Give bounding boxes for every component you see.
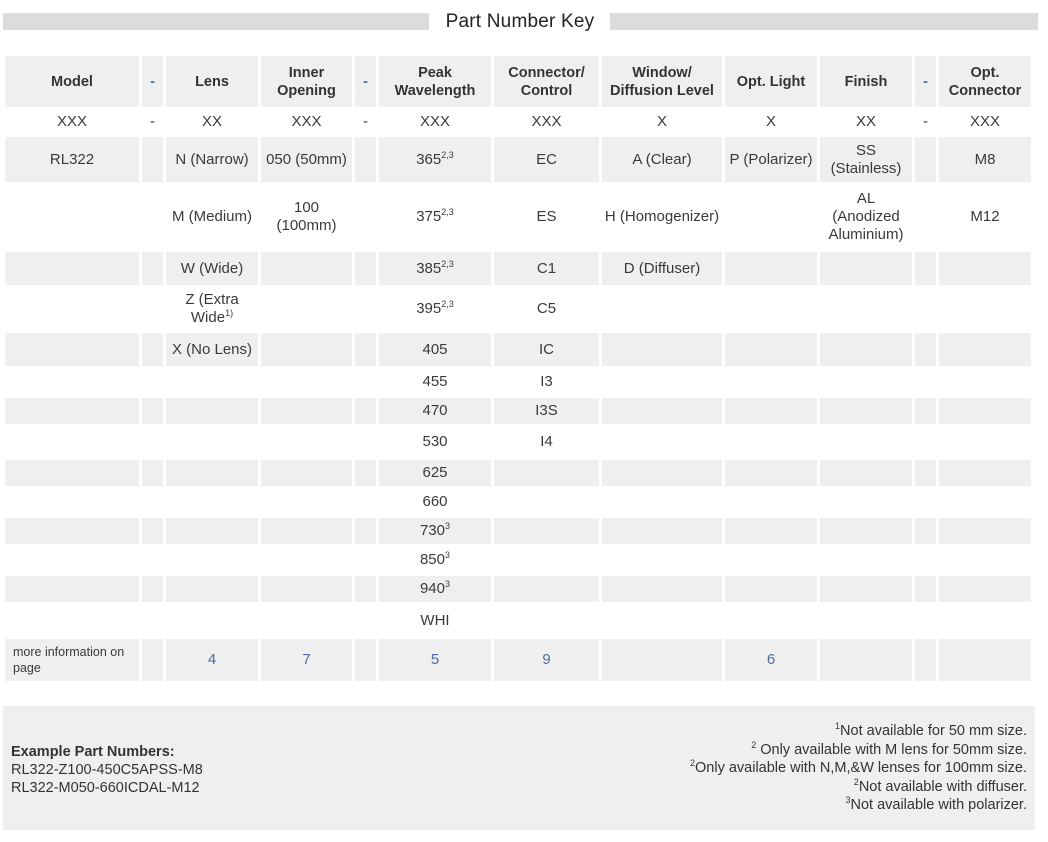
table-row <box>5 427 1031 457</box>
peak-cell: 660 <box>379 489 491 515</box>
connector-cell: C1 <box>494 252 599 285</box>
example-title: Example Part Numbers: <box>11 744 175 760</box>
code-cell: XXX <box>5 110 139 134</box>
code-cell: X <box>602 110 722 134</box>
table-row <box>5 288 1031 330</box>
finish-cell: SS (Stainless) <box>820 137 912 182</box>
inner-opening-page-link[interactable]: 7 <box>261 639 352 681</box>
header-finish: Finish <box>820 56 912 107</box>
peak-cell: 405 <box>379 333 491 366</box>
header-connector-control: Connector/ Control <box>494 56 599 107</box>
peak-cell: WHI <box>379 605 491 636</box>
table-row <box>5 605 1031 636</box>
peak-cell: $730^3$ <box>379 518 491 544</box>
table-row <box>5 518 1031 544</box>
page-title: Part Number Key <box>445 11 595 32</box>
example-part-number: RL322-M050-660ICDAL-M12 <box>11 780 200 796</box>
code-cell: XXX <box>261 110 352 134</box>
table-row <box>5 137 1031 182</box>
code-cell: XXX <box>379 110 491 134</box>
table-row <box>5 460 1031 486</box>
table-row <box>5 369 1031 395</box>
code-dash: - <box>915 110 936 134</box>
header-opt-light: Opt. Light <box>725 56 817 107</box>
finish-cell: AL (Anodized Aluminium) <box>820 185 912 249</box>
connector-cell: ES <box>494 185 599 249</box>
header-peak-wavelength: Peak Wavelength <box>379 56 491 107</box>
footnotes <box>690 722 1027 815</box>
table-row <box>5 576 1031 602</box>
title-section <box>0 8 1048 36</box>
header-window-diffusion: Window/ Diffusion Level <box>602 56 722 107</box>
code-cell: XX <box>166 110 258 134</box>
code-cell: X <box>725 110 817 134</box>
opt-light-cell: P (Polarizer) <box>725 137 817 182</box>
header-dash: - <box>355 56 376 107</box>
more-info-label: more information on page <box>5 639 139 681</box>
window-cell: D (Diffuser) <box>602 252 722 285</box>
more-info-row <box>5 639 1031 681</box>
code-dash: - <box>355 110 376 134</box>
lens-page-link[interactable]: 4 <box>166 639 258 681</box>
footnote: $^1$Not available for 50 mm size. <box>835 721 1027 739</box>
connector-cell: I4 <box>494 427 599 457</box>
table-row <box>5 185 1031 249</box>
table-row <box>5 252 1031 285</box>
lens-cell: Z (Extra Wide$^{1)}$ <box>166 288 258 330</box>
connector-cell: EC <box>494 137 599 182</box>
header-row <box>5 56 1031 107</box>
example-part-number: RL322-Z100-450C5APSS-M8 <box>11 762 203 778</box>
peak-cell: 455 <box>379 369 491 395</box>
peak-cell: 375$^{2,3}$ <box>379 185 491 249</box>
connector-cell: IC <box>494 333 599 366</box>
peak-cell: 385$^{2,3}$ <box>379 252 491 285</box>
table-row <box>5 489 1031 515</box>
peak-cell: 625 <box>379 460 491 486</box>
code-cell: XXX <box>939 110 1031 134</box>
table-row <box>5 547 1031 573</box>
footnote: $^2$Not available with diffuser. <box>853 776 1027 795</box>
footer-panel <box>3 706 1035 830</box>
table-row <box>5 333 1031 366</box>
header-dash: - <box>142 56 163 107</box>
peak-cell: 365$^{2,3}$ <box>379 137 491 182</box>
model-cell: RL322 <box>5 137 139 182</box>
peak-cell: 395$^{2,3}$ <box>379 288 491 330</box>
connector-cell: I3 <box>494 369 599 395</box>
code-cell: XX <box>820 110 912 134</box>
window-cell: A (Clear) <box>602 137 722 182</box>
peak-cell: 530 <box>379 427 491 457</box>
connector-page-link[interactable]: 9 <box>494 639 599 681</box>
connector-cell: C5 <box>494 288 599 330</box>
footnote: $^3$Not available with polarizer. <box>845 795 1027 814</box>
part-number-table <box>2 53 1034 684</box>
inner-opening-cell: 050 (50mm) <box>261 137 352 182</box>
code-row <box>5 110 1031 134</box>
peak-wavelength-page-link[interactable]: 5 <box>379 639 491 681</box>
title-rule-left <box>3 13 429 30</box>
code-cell: XXX <box>494 110 599 134</box>
header-lens: Lens <box>166 56 258 107</box>
opt-connector-cell: M12 <box>939 185 1031 249</box>
code-dash: - <box>142 110 163 134</box>
peak-cell: $850^3$ <box>379 547 491 573</box>
connector-cell: I3S <box>494 398 599 424</box>
inner-opening-cell: 100 (100mm) <box>261 185 352 249</box>
title-rule-right <box>610 13 1038 30</box>
footnote: $^2$Only available with N,M,&W lenses for 100mm size. <box>689 758 1027 777</box>
opt-light-page-link[interactable]: 6 <box>725 639 817 681</box>
peak-cell: $940^3$ <box>379 576 491 602</box>
header-opt-connector: Opt. Connector <box>939 56 1031 107</box>
footnote: $^2$ Only available with M lens for 50mm size. <box>751 739 1027 758</box>
peak-cell: 470 <box>379 398 491 424</box>
header-dash: - <box>915 56 936 107</box>
opt-connector-cell: M8 <box>939 137 1031 182</box>
lens-cell: X (No Lens) <box>166 333 258 366</box>
window-cell: H (Homogenizer) <box>602 185 722 249</box>
lens-cell: W (Wide) <box>166 252 258 285</box>
header-inner-opening: Inner Opening <box>261 56 352 107</box>
header-model: Model <box>5 56 139 107</box>
lens-cell: M (Medium) <box>166 185 258 249</box>
table-row <box>5 398 1031 424</box>
lens-cell: N (Narrow) <box>166 137 258 182</box>
